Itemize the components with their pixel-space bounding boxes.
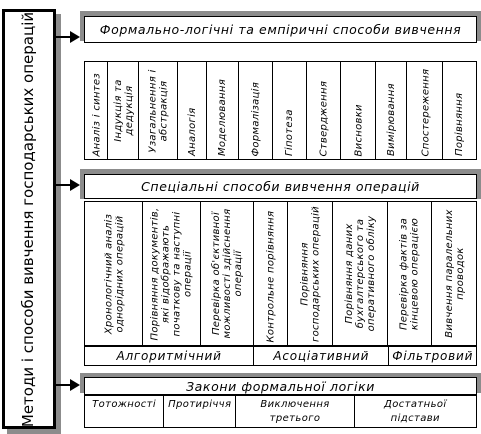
section1-column-cell-1 (107, 62, 139, 159)
group-filter (389, 347, 476, 365)
section2-groups (84, 346, 477, 366)
section1-column-cell-8 (340, 62, 374, 159)
section1-column-cell-6 (272, 62, 305, 159)
section1-column-label-3: Аналогія (186, 107, 198, 156)
main-title: Методи і способи вивчення господарських операцій (19, 11, 38, 427)
section1-column-cell-2 (138, 62, 176, 159)
section1-column-cell-10 (406, 62, 442, 159)
section1-column-label-9: Вимірювання (385, 83, 397, 156)
section1-column-label-8: Висновки (352, 103, 364, 156)
law-sufficient-reason-label: Достатньої підстави (384, 399, 447, 424)
law-contradiction-label: Протиріччя (168, 399, 232, 410)
section1-column-cell-0 (85, 62, 107, 159)
section2-columns (84, 201, 477, 346)
arrow-3-head (70, 379, 80, 391)
section2-column-cell-4 (287, 202, 331, 345)
section1-column-label-10: Спостереження (419, 68, 431, 156)
title-box-label-wrap (2, 9, 56, 429)
section1-column-label-11: Порівняння (454, 92, 466, 156)
law-contradiction (164, 396, 236, 427)
group-associative-label: Асоціативний (273, 349, 370, 363)
section2-column-label-2: Перевірка об'єктивної можливості здійснення операції (210, 208, 244, 339)
section1-column-label-4: Моделювання (217, 78, 229, 156)
group-filter-label: Фільтровий (392, 349, 474, 363)
section3-header-text: Закони формальної логіки (186, 378, 375, 394)
section2-column-cell-2 (200, 202, 253, 345)
section1-header (84, 16, 477, 43)
section1-column-cell-4 (206, 62, 238, 159)
section2-column-cell-3 (253, 202, 287, 345)
section1-column-label-2: Узагальнення і абстракція (147, 68, 170, 153)
section1-column-cell-7 (306, 62, 340, 159)
section3-laws (84, 395, 477, 428)
arrow-1-head (70, 31, 80, 43)
section1-column-label-0: Аналіз і синтез (90, 72, 102, 156)
section1-column-label-5: Формалізація (250, 81, 262, 156)
law-excluded-middle (236, 396, 354, 427)
section2-column-label-4: Порівняння господарських операцій (299, 205, 322, 342)
section1-column-label-6: Гіпотеза (284, 109, 296, 156)
section2-column-cell-1 (142, 202, 200, 345)
section2-column-label-1: Порівняння документів, які відображають початкову та наступні операції (149, 207, 194, 340)
section2-column-cell-5 (332, 202, 387, 345)
group-algorithmic-label: Алгоритмічний (116, 349, 222, 363)
section2-column-label-0: Хронологічний аналіз однорідних операцій (103, 213, 125, 334)
section3-header (84, 377, 477, 395)
law-identity (85, 396, 164, 427)
group-algorithmic (85, 347, 254, 365)
section1-column-cell-5 (238, 62, 272, 159)
section2-column-label-7: Вивчення паралельних проводок (443, 209, 466, 338)
law-sufficient-reason (355, 396, 476, 427)
law-identity-label: Тотожності (92, 399, 157, 410)
section2-column-label-6: Перевірка фактів за кінцевою операцією (398, 217, 421, 330)
section2-column-label-5: Порівняння даних бухгалтерського та оперативного обліку (343, 215, 377, 332)
section2-column-cell-0 (85, 202, 142, 345)
section1-columns (84, 61, 477, 160)
section2-header (84, 174, 477, 199)
section2-column-cell-6 (387, 202, 431, 345)
arrow-2-head (70, 179, 80, 191)
section1-column-label-7: Ствердження (318, 80, 330, 156)
section2-column-cell-7 (431, 202, 476, 345)
section1-header-text: Формально-логічні та емпіричні способи вивчення (99, 22, 462, 37)
section1-column-label-1: Індукція та дедукція (112, 79, 135, 142)
section1-column-cell-11 (442, 62, 475, 159)
section2-column-label-3: Контрольне порівняння (265, 210, 277, 342)
group-associative (254, 347, 389, 365)
section1-column-cell-3 (177, 62, 207, 159)
section2-header-text: Спеціальні способи вивчення операцій (141, 179, 420, 194)
section1-column-cell-9 (375, 62, 407, 159)
law-excluded-middle-label: Виключення третього (260, 399, 330, 424)
